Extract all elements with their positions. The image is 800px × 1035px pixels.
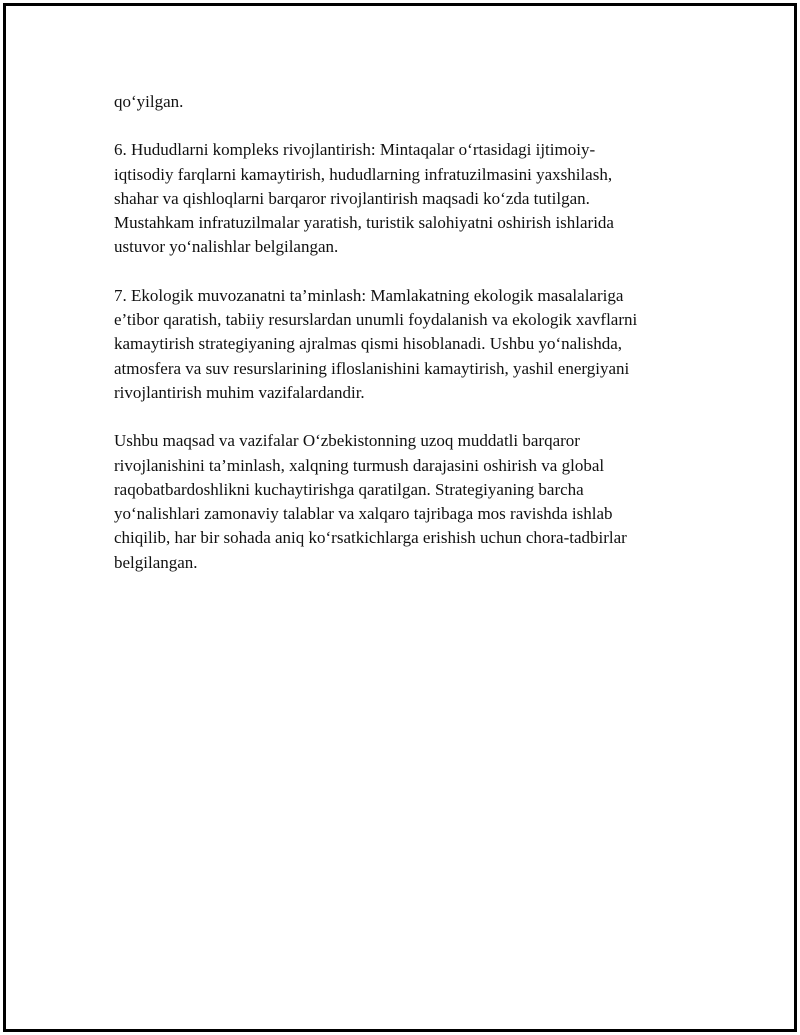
paragraph-continuation: qo‘yilgan. xyxy=(114,92,184,111)
paragraph-ecological-balance: 7. Ekologik muvozanatni ta’minlash: Mamlakatning ekologik masalalariga e’tibor qaratish, tabiiy resurslardan unumli foydalanish va ekologik xavflarni kamaytirish strategiyaning ajralmas qismi hisoblanadi. Ushbu yo‘nalishda, atmosfera va suv resurslarining ifloslanishini kamaytirish, yashil energiyani rivojlantirish muhim vazifalardandir. xyxy=(114,285,638,402)
paragraph-regional-development: 6. Hududlarni kompleks rivojlantirish: Mintaqalar o‘rtasidagi ijtimoiy- iqtisodiy farqlarni kamaytirish, hududlarning infratuzilmasini yaxshilash, shahar va qishloqlarni barqaror rivojlantirish maqsadi ko‘zda tutilgan. Mustahkam infratuzilmalar yaratish, turistik salohiyatni oshirish ishlarida ustuvor yo‘nalishlar belgilangan. xyxy=(114,140,614,257)
paragraph-conclusion: Ushbu maqsad va vazifalar O‘zbekistonning uzoq muddatli barqaror rivojlanishini ta’minlash, xalqning turmush darajasini oshirish va global raqobatbardoshlikni kuchaytirishga qaratilgan. Strategiyaning barcha yo‘nalishlari zamonaviy talablar va xalqaro tajribaga mos ravishda ishlab chiqilib, har bir sohada aniq ko‘rsatkichlarga erishish uchun chora-tadbirlar belgilangan. xyxy=(114,431,627,572)
document-body xyxy=(114,90,684,599)
